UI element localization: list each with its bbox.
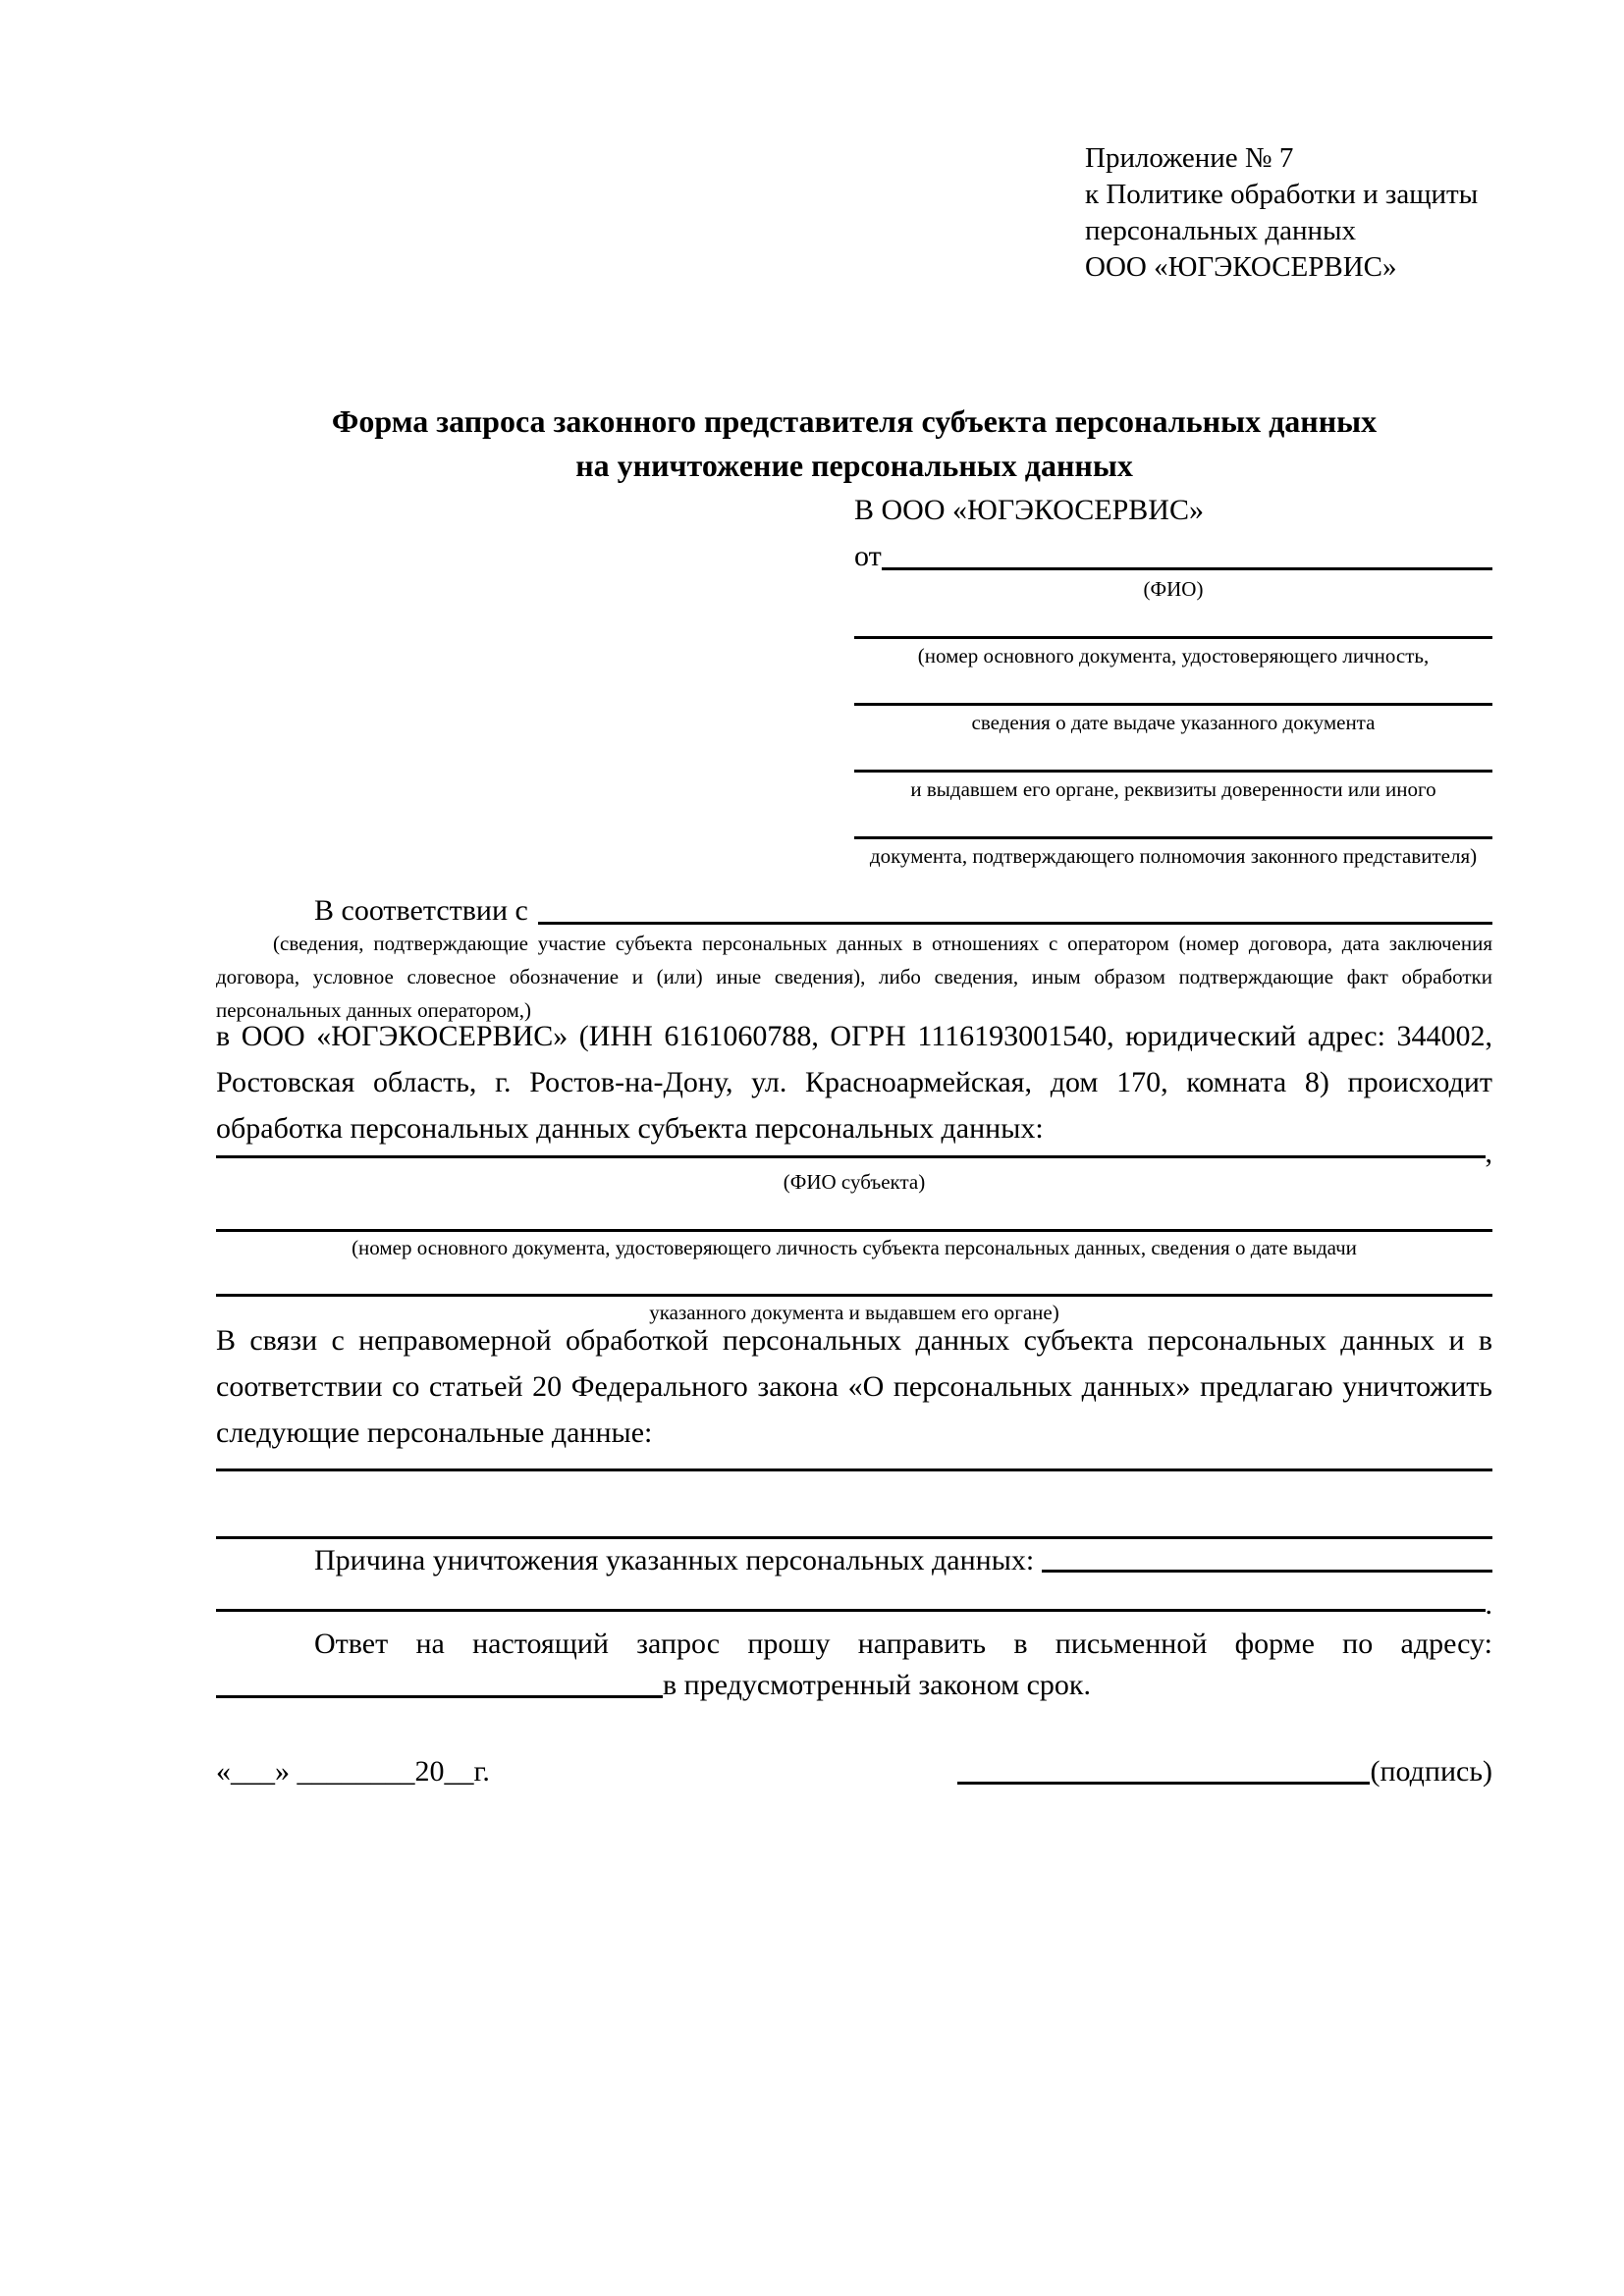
from-blank-line — [882, 567, 1492, 570]
blank-line — [854, 636, 1492, 639]
reason-field — [216, 1541, 1492, 1578]
signature-blank-line — [957, 1782, 1370, 1785]
blank-line — [854, 836, 1492, 839]
date-field: «___» ________20__г. — [216, 1755, 490, 1788]
subject-fio-caption: (ФИО субъекта) — [783, 1170, 926, 1194]
reply-paragraph: Ответ на настоящий запрос прошу направить в письменной форме по адресу: — [314, 1628, 1492, 1660]
from-field — [854, 532, 1492, 576]
subject-doc-caption: указанного документа и выдавшем его органе) — [649, 1301, 1059, 1324]
signature-caption: (подпись) — [1370, 1755, 1492, 1788]
footer — [216, 1749, 1492, 1790]
reply-term-text: в предусмотренный законом срок. — [663, 1669, 1091, 1701]
subject-fio-blank-line — [216, 1155, 1486, 1158]
addressee-organization: В ООО «ЮГЭКОСЕРВИС» — [854, 494, 1204, 526]
appendix-line: Приложение № 7 — [1085, 142, 1294, 174]
subject-fio-field — [216, 1131, 1492, 1169]
document-title-line: на уничтожение персональных данных — [575, 448, 1133, 483]
representative-doc-field — [854, 703, 1492, 735]
reason-blank-line — [1042, 1570, 1492, 1573]
field-caption: документа, подтверждающего полномочия законного представителя) — [869, 844, 1478, 868]
accordance-label: В соответствии с — [314, 894, 528, 927]
address-blank-line — [216, 1695, 663, 1698]
representative-doc-field — [854, 636, 1492, 668]
addressee-block — [854, 488, 1492, 869]
reason-blank-line — [216, 1609, 1486, 1612]
accordance-field — [216, 886, 1492, 931]
field-caption: и выдавшем его органе, реквизиты доверенности или иного — [910, 777, 1436, 801]
blank-line — [854, 703, 1492, 706]
operator-paragraph: в ООО «ЮГЭКОСЕРВИС» (ИНН 6161060788, ОГРН 1116193001540, юридический адрес: 344002, Ростовская область, г. Ростов-на-Дону, ул. Красноармейская, дом 170, комната 8) происходит обработка персональных данных субъекта персональных данных: — [216, 1020, 1492, 1145]
subject-doc-blank-line — [216, 1229, 1492, 1232]
data-to-destroy-blank-line — [216, 1468, 1492, 1471]
trailing-period: . — [1485, 1588, 1492, 1621]
subject-doc-caption: (номер основного документа, удостоверяющего личность субъекта персональных данных, сведения о дате выдачи — [352, 1236, 1357, 1259]
representative-doc-field — [854, 836, 1492, 869]
document-title — [216, 400, 1492, 488]
data-to-destroy-blank-line — [216, 1536, 1492, 1539]
appendix-line: персональных данных — [1085, 215, 1357, 246]
field-caption: сведения о дате выдаче указанного документа — [971, 711, 1376, 734]
representative-doc-field — [854, 770, 1492, 802]
appendix-header — [1085, 140, 1507, 286]
signature-field — [957, 1753, 1492, 1790]
document-title-line: Форма запроса законного представителя субъекта персональных данных — [331, 403, 1378, 439]
appendix-line: ООО «ЮГЭКОСЕРВИС» — [1085, 251, 1397, 283]
blank-line — [854, 770, 1492, 773]
reply-address-field — [216, 1666, 1492, 1703]
reason-continuation-field — [216, 1586, 1492, 1621]
reason-label: Причина уничтожения указанных персональных данных: — [314, 1544, 1035, 1576]
appendix-line: к Политике обработки и защиты — [1085, 179, 1479, 210]
accordance-blank-line — [538, 922, 1492, 925]
request-paragraph: В связи с неправомерной обработкой персональных данных субъекта персональных данных и в соответствии со статьей 20 Федерального закона «О персональных данных» предлагаю уничтожить следующие персональные данные: — [216, 1324, 1492, 1449]
trailing-comma: , — [1485, 1137, 1492, 1169]
from-label: от — [854, 540, 882, 572]
field-caption: (номер основного документа, удостоверяющего личность, — [917, 644, 1430, 667]
accordance-note: (сведения, подтверждающие участие субъекта персональных данных в отношениях с оператором (номер договора, дата заключения договора, условное словесное обозначение и (или) иные сведения), либо сведения, иным образом подтверждающие факт обработки персональных данных оператором,) — [216, 932, 1492, 1022]
subject-doc-blank-line — [216, 1294, 1492, 1297]
fio-caption: (ФИО) — [1143, 577, 1204, 601]
